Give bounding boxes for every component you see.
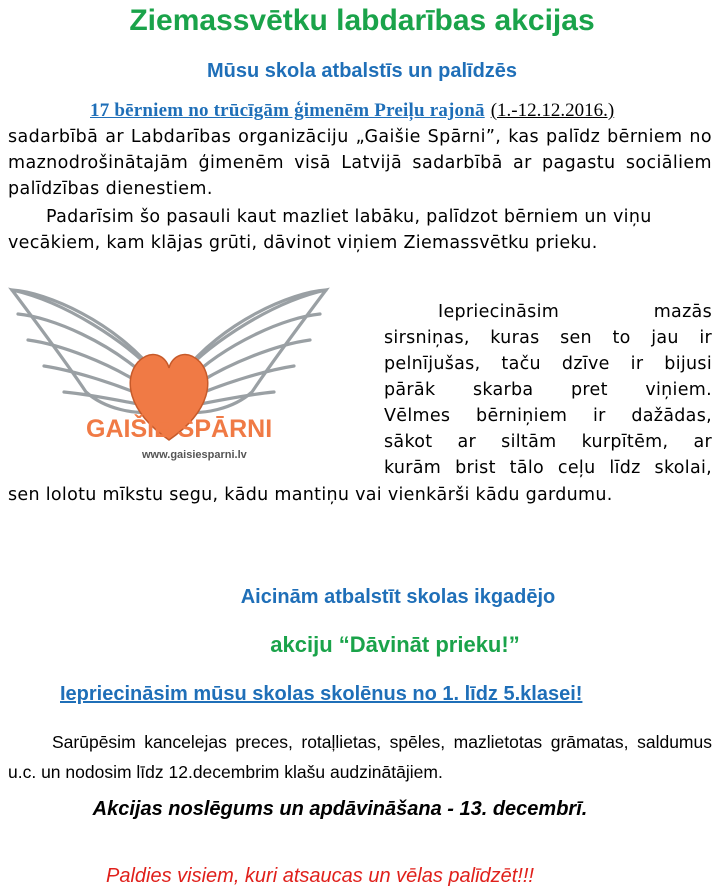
gaisie-sparni-logo bbox=[6, 282, 332, 482]
wings-heart-icon bbox=[6, 282, 332, 482]
story-line: sākot ar siltām kurpītēm, ar bbox=[384, 432, 712, 452]
details-indent bbox=[8, 732, 52, 752]
intro-paragraph bbox=[8, 98, 712, 202]
story-line: pelnījušas, taču dzīve ir bijusi bbox=[384, 354, 712, 374]
story-line: sirsniņas, kuras sen to jau ir bbox=[384, 328, 712, 348]
logo-brand-text: GAIŠIE SPĀRNI bbox=[86, 415, 273, 443]
campaign-call-heading: Aicinām atbalstīt skolas ikgadējo bbox=[240, 586, 556, 608]
appeal-text: Padarīsim šo pasauli kaut mazliet labāku, palīdzot bērniem un viņu vecākiem, kam klājas grūti, dāvinot viņiem Ziemassvētku prieku. bbox=[8, 207, 652, 253]
page-title: Ziemassvētku labdarības akcijas bbox=[129, 4, 595, 37]
logo-url-text: www.gaisiesparni.lv bbox=[142, 449, 247, 461]
details-text: Sarūpēsim kancelejas preces, rotaļlietas, spēles, mazlietotas grāmatas, saldumus u.c. un nodosim līdz 12.decembrim klašu audzinātājiem. bbox=[8, 732, 712, 782]
story-paragraph bbox=[384, 299, 712, 481]
appeal-indent bbox=[8, 207, 46, 227]
campaign-target-link[interactable]: Iepriecināsim mūsu skolas skolēnus no 1. līdz 5.klasei! bbox=[60, 683, 583, 705]
story-line: Iepriecināsim mazās bbox=[438, 302, 712, 322]
intro-highlight-link[interactable]: 17 bērniem no trūcīgām ģimenēm Preiļu rajonā bbox=[90, 100, 485, 121]
story-line: kurām brist tālo ceļu līdz skolai, bbox=[384, 458, 712, 478]
intro-first-line bbox=[8, 98, 712, 124]
page-subtitle: Mūsu skola atbalstīs un palīdzēs bbox=[206, 60, 518, 82]
story-last-line: sen lolotu mīkstu segu, kādu mantiņu vai vienkārši kādu gardumu. bbox=[8, 485, 613, 505]
story-line: pārāk skarba pret viņiem. bbox=[384, 380, 712, 400]
intro-body: sadarbībā ar Labdarības organizāciju „Gaišie Spārni”, kas palīdz bērniem no maznodrošinātajām ģimenēm visā Latvijā sadarbībā ar pagastu sociāliem palīdzības dienestiem. bbox=[8, 127, 712, 199]
campaign-name: akciju “Dāvināt prieku!” bbox=[270, 632, 520, 657]
story-line: Vēlmes bērniņiem ir dažādas, bbox=[384, 406, 712, 426]
campaign-details bbox=[8, 727, 712, 787]
thanks-message: Paldies visiem, kuri atsaucas un vēlas palīdzēt!!! bbox=[106, 865, 534, 887]
campaign-closing: Akcijas noslēgums un apdāvināšana - 13. decembrī. bbox=[92, 798, 588, 820]
appeal-paragraph bbox=[8, 204, 712, 256]
intro-dates: (1.-12.12.2016.) bbox=[490, 100, 615, 121]
